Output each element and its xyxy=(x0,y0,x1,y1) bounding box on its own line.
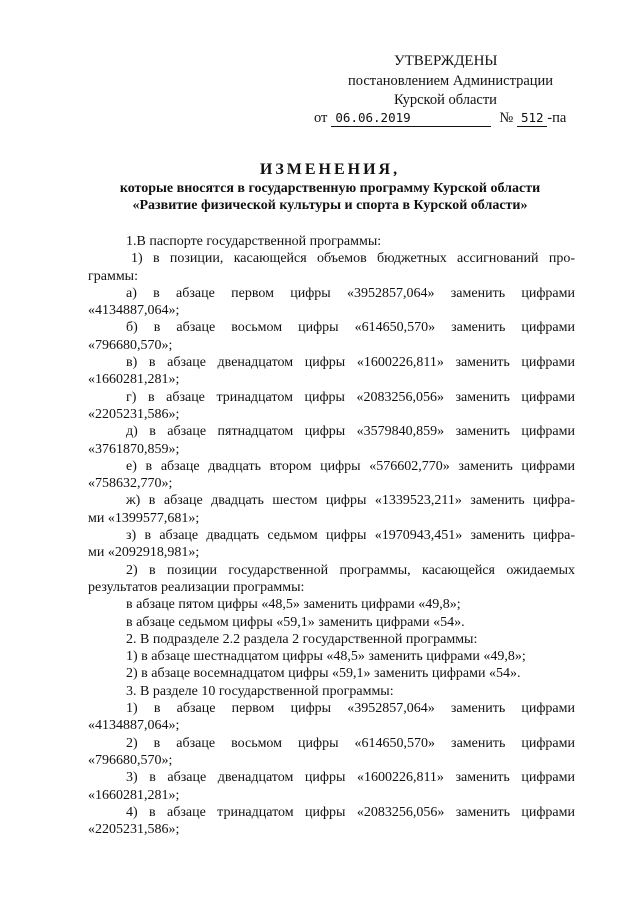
body-line: «4134887,064»; xyxy=(88,303,180,319)
body-line: е) в абзаце двадцать втором цифры «576602,770» заменить цифрами xyxy=(126,458,575,474)
approval-date: 06.06.2019 xyxy=(331,110,491,127)
body-line: «2205231,586»; xyxy=(88,822,180,838)
body-line: г) в абзаце тринадцатом цифры «2083256,056» заменить цифрами xyxy=(126,389,575,405)
body-line: «796680,570»; xyxy=(88,752,173,768)
body-line: 1) в позиции, касающейся объемов бюджетных ассигнований про- xyxy=(131,251,575,267)
body-line: «4134887,064»; xyxy=(88,718,180,734)
body-line: ж) в абзаце двадцать шестом цифры «1339523,211» заменить цифра- xyxy=(126,493,575,509)
heading-subtitle-2: «Развитие физической культуры и спорта в Курской области» xyxy=(132,198,528,213)
body-line: в абзаце седьмом цифры «59,1» заменить цифрами «54». xyxy=(126,614,465,630)
body-line: ми «2092918,981»; xyxy=(88,545,200,561)
body-line: «3761870,859»; xyxy=(88,441,180,457)
heading-subtitle-1: которые вносятся в государственную программу Курской области xyxy=(119,181,541,196)
body-line: 2) в абзаце восемнадцатом цифры «59,1» заменить цифрами «54». xyxy=(126,666,521,682)
body-line: «1660281,281»; xyxy=(88,372,180,388)
body-line: в) в абзаце двенадцатом цифры «1600226,811» заменить цифрами xyxy=(126,355,575,371)
body-line: 2) в абзаце восьмом цифры «614650,570» заменить цифрами xyxy=(126,735,575,751)
body-line: граммы: xyxy=(88,268,138,284)
document-heading xyxy=(60,160,600,214)
body-line: 3. В разделе 10 государственной программы: xyxy=(126,683,394,699)
body-line: 4) в абзаце тринадцатом цифры «2083256,056» заменить цифрами xyxy=(126,804,575,820)
body-line: результатов реализации программы: xyxy=(88,579,305,595)
body-line: «2205231,586»; xyxy=(88,406,180,422)
body-line: 1) в абзаце шестнадцатом цифры «48,5» заменить цифрами «49,8»; xyxy=(126,649,526,665)
body-line: д) в абзаце пятнадцатом цифры «3579840,859» заменить цифрами xyxy=(126,424,575,440)
body-line: 3) в абзаце двенадцатом цифры «1600226,811» заменить цифрами xyxy=(126,770,575,786)
body-line: «1660281,281»; xyxy=(88,787,180,803)
body-line: 2) в позиции государственной программы, касающейся ожидаемых xyxy=(126,562,575,578)
body-line: б) в абзаце восьмом цифры «614650,570» заменить цифрами xyxy=(126,320,575,336)
approval-line-2: Курской области xyxy=(394,92,497,108)
approval-title: УТВЕРЖДЕНЫ xyxy=(394,53,498,69)
body-line: 2. В подразделе 2.2 раздела 2 государственной программы: xyxy=(126,631,478,647)
body-line: 1.В паспорте государственной программы: xyxy=(126,234,382,249)
approval-date-row xyxy=(314,109,566,127)
number-label: № xyxy=(499,110,514,126)
heading-title: ИЗМЕНЕНИЯ, xyxy=(259,161,401,178)
body-line: 1) в абзаце первом цифры «3952857,064» заменить цифрами xyxy=(126,701,575,717)
body-line: «796680,570»; xyxy=(88,337,173,353)
approval-number: 512 xyxy=(517,110,547,127)
document-body xyxy=(88,233,575,838)
body-line: «758632,770»; xyxy=(88,476,173,492)
body-line: а) в абзаце первом цифры «3952857,064» заменить цифрами xyxy=(126,285,575,301)
approval-line-1: постановлением Администрации xyxy=(348,73,554,89)
number-suffix: -па xyxy=(547,110,567,126)
body-line: з) в абзаце двадцать седьмом цифры «1970943,451» заменить цифра- xyxy=(126,528,575,544)
from-label: от xyxy=(314,110,328,126)
body-line: в абзаце пятом цифры «48,5» заменить цифрами «49,8»; xyxy=(126,597,461,613)
body-line: ми «1399577,681»; xyxy=(88,510,200,526)
